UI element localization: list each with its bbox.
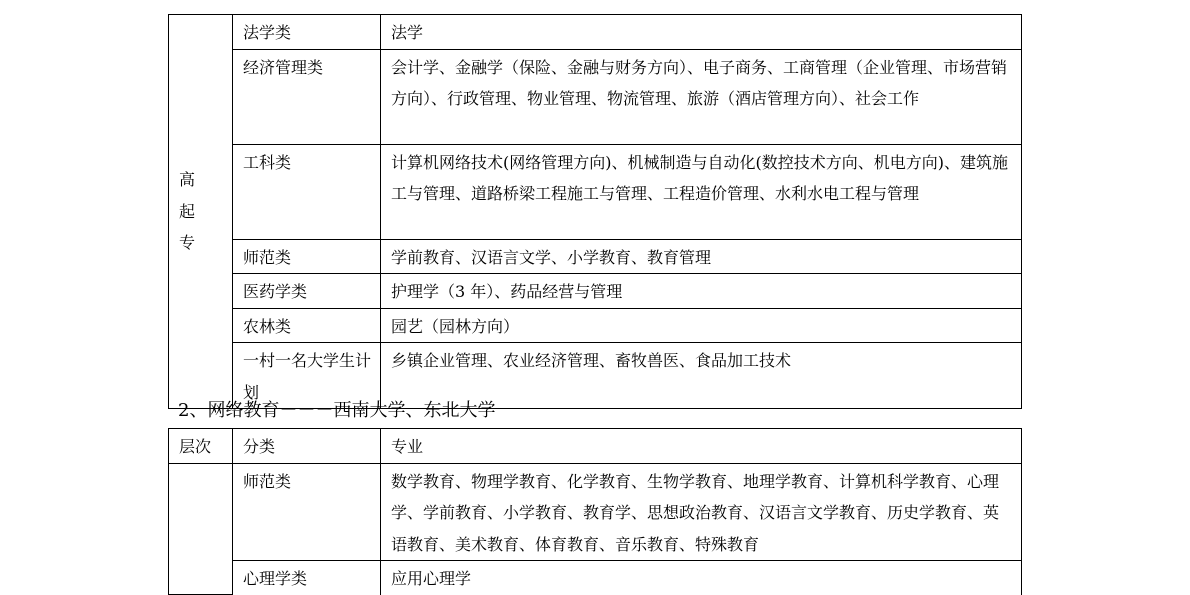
header-category: 分类 <box>233 429 381 464</box>
table-row <box>169 561 1022 595</box>
table-row <box>169 144 1022 239</box>
table-row <box>169 15 1022 50</box>
lower-majors-table <box>168 428 1022 595</box>
majors-cell: 护理学（3 年）、药品经营与管理 <box>381 274 1022 309</box>
table-row <box>169 239 1022 274</box>
category-cell: 心理学类 <box>233 561 381 595</box>
category-cell: 一村一名大学生计划 <box>233 343 381 409</box>
category-cell: 经济管理类 <box>233 49 381 144</box>
level-cell <box>169 463 233 595</box>
level-label <box>179 164 197 259</box>
section-heading: 2、网络教育－－－西南大学、东北大学 <box>178 400 496 421</box>
category-cell: 师范类 <box>233 463 381 561</box>
majors-cell: 法学 <box>381 15 1022 50</box>
level-char: 高 <box>179 170 196 190</box>
level-cell <box>169 15 233 409</box>
category-cell: 工科类 <box>233 144 381 239</box>
category-cell: 师范类 <box>233 239 381 274</box>
upper-majors-table <box>168 14 1022 409</box>
table-row <box>169 49 1022 144</box>
category-cell: 农林类 <box>233 308 381 343</box>
table-row <box>169 274 1022 309</box>
majors-cell: 应用心理学 <box>381 561 1022 595</box>
level-char: 专 <box>179 233 196 253</box>
majors-cell: 学前教育、汉语言文学、小学教育、教育管理 <box>381 239 1022 274</box>
table-header-row <box>169 429 1022 464</box>
table-row <box>169 463 1022 561</box>
level-char: 起 <box>179 201 196 221</box>
category-cell: 法学类 <box>233 15 381 50</box>
header-major: 专业 <box>381 429 1022 464</box>
table-row <box>169 308 1022 343</box>
majors-cell: 园艺（园林方向） <box>381 308 1022 343</box>
majors-cell: 乡镇企业管理、农业经济管理、畜牧兽医、食品加工技术 <box>381 343 1022 409</box>
category-cell: 医药学类 <box>233 274 381 309</box>
header-level: 层次 <box>169 429 233 464</box>
majors-cell: 数学教育、物理学教育、化学教育、生物学教育、地理学教育、计算机科学教育、心理学、学前教育、小学教育、教育学、思想政治教育、汉语言文学教育、历史学教育、英语教育、美术教育、体育教育、音乐教育、特殊教育 <box>381 463 1022 561</box>
majors-cell: 计算机网络技术(网络管理方向)、机械制造与自动化(数控技术方向、机电方向)、建筑施工与管理、道路桥梁工程施工与管理、工程造价管理、水利水电工程与管理 <box>381 144 1022 239</box>
majors-cell: 会计学、金融学（保险、金融与财务方向）、电子商务、工商管理（企业管理、市场营销方向）、行政管理、物业管理、物流管理、旅游（酒店管理方向）、社会工作 <box>381 49 1022 144</box>
